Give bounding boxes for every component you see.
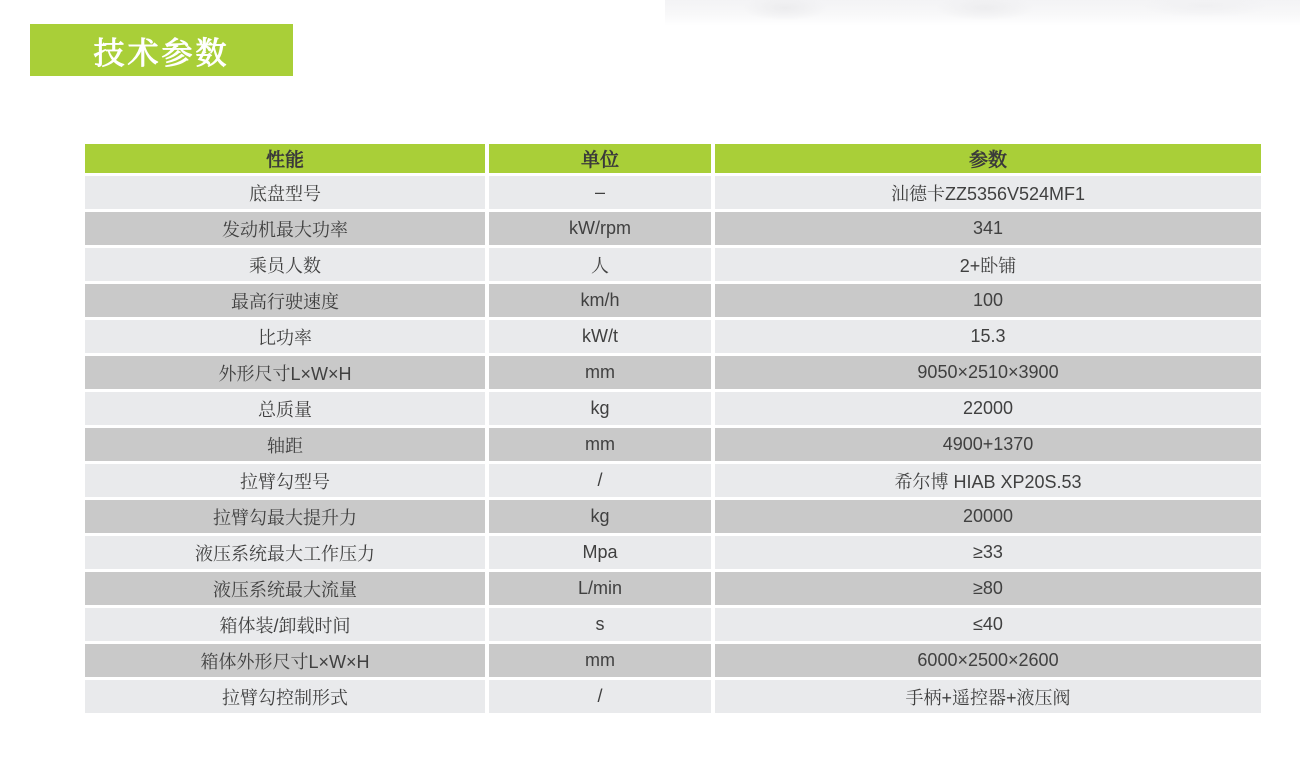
parameter-cell: 4900+1370 <box>715 428 1261 461</box>
table-row <box>85 608 1261 641</box>
table-row <box>85 464 1261 497</box>
unit-cell: kg <box>489 392 711 425</box>
parameter-cell: 手柄+遥控器+液压阀 <box>715 680 1261 713</box>
unit-cell: mm <box>489 356 711 389</box>
table-row <box>85 680 1261 713</box>
parameter-cell: 20000 <box>715 500 1261 533</box>
table-row <box>85 536 1261 569</box>
table-row <box>85 176 1261 209</box>
performance-cell: 拉臂勾型号 <box>85 464 485 497</box>
table-row <box>85 212 1261 245</box>
unit-cell: Mpa <box>489 536 711 569</box>
unit-cell: mm <box>489 644 711 677</box>
performance-cell: 箱体装/卸载时间 <box>85 608 485 641</box>
performance-cell: 发动机最大功率 <box>85 212 485 245</box>
performance-cell: 总质量 <box>85 392 485 425</box>
performance-cell: 拉臂勾控制形式 <box>85 680 485 713</box>
parameter-cell: ≤40 <box>715 608 1261 641</box>
unit-cell: kW/rpm <box>489 212 711 245</box>
parameter-cell: 汕德卡ZZ5356V524MF1 <box>715 176 1261 209</box>
performance-cell: 比功率 <box>85 320 485 353</box>
performance-cell: 拉臂勾最大提升力 <box>85 500 485 533</box>
parameter-cell: 6000×2500×2600 <box>715 644 1261 677</box>
performance-cell: 最高行驶速度 <box>85 284 485 317</box>
table-row <box>85 500 1261 533</box>
unit-cell: L/min <box>489 572 711 605</box>
spec-table <box>81 141 1265 716</box>
faded-photo-remnant <box>665 0 1300 26</box>
parameter-cell: 100 <box>715 284 1261 317</box>
parameter-cell: 15.3 <box>715 320 1261 353</box>
unit-cell: / <box>489 464 711 497</box>
parameter-cell: 2+卧铺 <box>715 248 1261 281</box>
unit-cell: / <box>489 680 711 713</box>
spec-table-body <box>85 176 1261 713</box>
performance-cell: 外形尺寸L×W×H <box>85 356 485 389</box>
performance-cell: 底盘型号 <box>85 176 485 209</box>
spec-table-header <box>85 144 1261 173</box>
unit-cell: kg <box>489 500 711 533</box>
parameter-cell: 希尔博 HIAB XP20S.53 <box>715 464 1261 497</box>
column-header-unit: 单位 <box>489 144 711 173</box>
performance-cell: 箱体外形尺寸L×W×H <box>85 644 485 677</box>
unit-cell: 人 <box>489 248 711 281</box>
table-row <box>85 392 1261 425</box>
column-header-performance: 性能 <box>85 144 485 173</box>
parameter-cell: ≥33 <box>715 536 1261 569</box>
performance-cell: 轴距 <box>85 428 485 461</box>
table-row <box>85 428 1261 461</box>
unit-cell: mm <box>489 428 711 461</box>
performance-cell: 乘员人数 <box>85 248 485 281</box>
performance-cell: 液压系统最大流量 <box>85 572 485 605</box>
unit-cell: km/h <box>489 284 711 317</box>
table-row <box>85 644 1261 677</box>
table-row <box>85 284 1261 317</box>
parameter-cell: ≥80 <box>715 572 1261 605</box>
table-row <box>85 248 1261 281</box>
unit-cell: – <box>489 176 711 209</box>
table-row <box>85 572 1261 605</box>
header-row <box>85 144 1261 173</box>
parameter-cell: 22000 <box>715 392 1261 425</box>
unit-cell: s <box>489 608 711 641</box>
column-header-parameter: 参数 <box>715 144 1261 173</box>
parameter-cell: 341 <box>715 212 1261 245</box>
performance-cell: 液压系统最大工作压力 <box>85 536 485 569</box>
page-title-badge <box>30 24 293 76</box>
page-title: 技术参数 <box>93 35 230 71</box>
unit-cell: kW/t <box>489 320 711 353</box>
table-row <box>85 356 1261 389</box>
parameter-cell: 9050×2510×3900 <box>715 356 1261 389</box>
table-row <box>85 320 1261 353</box>
